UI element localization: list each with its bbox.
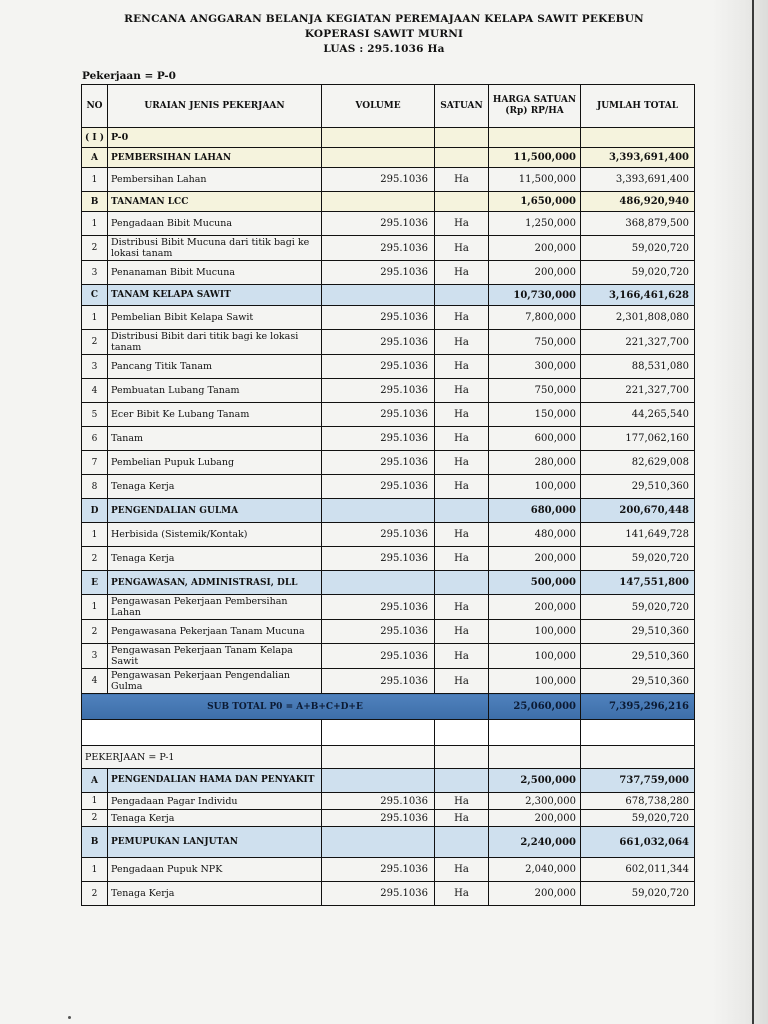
row-desc: Herbisida (Sistemik/Kontak) (108, 523, 322, 547)
row-satuan: Ha (435, 212, 489, 236)
row-volume: 295.1036 (322, 475, 435, 499)
row-no: 1 (82, 168, 108, 192)
row-satuan: Ha (435, 427, 489, 451)
table-row (82, 451, 695, 475)
header-volume: VOLUME (322, 85, 435, 128)
table-row (82, 547, 695, 571)
row-harga: 150,000 (489, 403, 581, 427)
category-harga: 2,240,000 (489, 827, 581, 858)
row-jumlah: 368,879,500 (581, 212, 695, 236)
budget-table (81, 84, 695, 906)
row-no: 1 (82, 595, 108, 620)
row-volume: 295.1036 (322, 403, 435, 427)
category-jumlah: 737,759,000 (581, 769, 695, 793)
row-volume: 295.1036 (322, 523, 435, 547)
category-label: PEMUPUKAN LANJUTAN (108, 827, 322, 858)
category-no: A (82, 769, 108, 793)
row-no: 6 (82, 427, 108, 451)
row-desc: Pembersihan Lahan (108, 168, 322, 192)
row-jumlah: 29,510,360 (581, 669, 695, 694)
row-harga: 200,000 (489, 236, 581, 261)
category-harga: 2,500,000 (489, 769, 581, 793)
row-satuan: Ha (435, 669, 489, 694)
group-row-p0 (82, 128, 695, 148)
subtotal-label: SUB TOTAL P0 = A+B+C+D+E (82, 694, 489, 720)
table-row (82, 595, 695, 620)
row-jumlah: 29,510,360 (581, 620, 695, 644)
row-satuan: Ha (435, 236, 489, 261)
row-desc: Pengawasana Pekerjaan Tanam Mucuna (108, 620, 322, 644)
category-jumlah: 3,393,691,400 (581, 148, 695, 168)
row-volume: 295.1036 (322, 858, 435, 882)
row-volume: 295.1036 (322, 355, 435, 379)
table-row (82, 330, 695, 355)
category-jumlah: 200,670,448 (581, 499, 695, 523)
document-title (0, 12, 768, 57)
table-row (82, 793, 695, 810)
row-volume: 295.1036 (322, 451, 435, 475)
row-no: 1 (82, 793, 108, 810)
table-row (82, 261, 695, 285)
row-volume: 295.1036 (322, 595, 435, 620)
category-jumlah: 661,032,064 (581, 827, 695, 858)
category-row-p1-a (82, 769, 695, 793)
row-harga: 1,250,000 (489, 212, 581, 236)
table-row (82, 475, 695, 499)
row-no: 5 (82, 403, 108, 427)
row-jumlah: 678,738,280 (581, 793, 695, 810)
category-label: PEMBERSIHAN LAHAN (108, 148, 322, 168)
section-label-p1: PEKERJAAN = P-1 (82, 746, 322, 769)
category-harga: 11,500,000 (489, 148, 581, 168)
row-harga: 280,000 (489, 451, 581, 475)
row-volume: 295.1036 (322, 669, 435, 694)
row-jumlah: 3,393,691,400 (581, 168, 695, 192)
row-volume: 295.1036 (322, 261, 435, 285)
row-harga: 200,000 (489, 595, 581, 620)
row-jumlah: 82,629,008 (581, 451, 695, 475)
title-line-3: LUAS : 295.1036 Ha (323, 43, 445, 55)
row-jumlah: 59,020,720 (581, 547, 695, 571)
row-no: 2 (82, 330, 108, 355)
row-jumlah: 44,265,540 (581, 403, 695, 427)
row-jumlah: 221,327,700 (581, 379, 695, 403)
row-harga: 200,000 (489, 547, 581, 571)
row-desc: Tenaga Kerja (108, 882, 322, 906)
table-row (82, 355, 695, 379)
blank-row (82, 720, 695, 746)
row-no: 4 (82, 379, 108, 403)
row-satuan: Ha (435, 523, 489, 547)
table-row (82, 810, 695, 827)
group-label: P-0 (108, 128, 322, 148)
title-line-2: KOPERASI SAWIT MURNI (304, 28, 464, 40)
row-jumlah: 59,020,720 (581, 810, 695, 827)
row-satuan: Ha (435, 595, 489, 620)
table-row (82, 379, 695, 403)
category-row-e (82, 571, 695, 595)
row-desc: Pembuatan Lubang Tanam (108, 379, 322, 403)
row-harga: 200,000 (489, 810, 581, 827)
row-volume: 295.1036 (322, 236, 435, 261)
table-row (82, 212, 695, 236)
row-no: 1 (82, 523, 108, 547)
category-no: B (82, 192, 108, 212)
row-volume: 295.1036 (322, 212, 435, 236)
category-no: C (82, 285, 108, 306)
category-label: TANAM KELAPA SAWIT (108, 285, 322, 306)
category-jumlah: 3,166,461,628 (581, 285, 695, 306)
row-desc: Tenaga Kerja (108, 547, 322, 571)
row-desc: Pengawasan Pekerjaan Pembersihan Lahan (108, 595, 322, 620)
row-volume: 295.1036 (322, 793, 435, 810)
row-desc: Pengawasan Pekerjaan Tanam Kelapa Sawit (108, 644, 322, 669)
row-satuan: Ha (435, 620, 489, 644)
row-no: 3 (82, 261, 108, 285)
title-line-1: RENCANA ANGGARAN BELANJA KEGIATAN PEREMAJAAN KELAPA SAWIT PEKEBUN (124, 13, 644, 25)
header-no: NO (82, 85, 108, 128)
table-row (82, 882, 695, 906)
row-satuan: Ha (435, 379, 489, 403)
header-satuan: SATUAN (435, 85, 489, 128)
row-jumlah: 88,531,080 (581, 355, 695, 379)
category-jumlah: 486,920,940 (581, 192, 695, 212)
row-desc: Pembelian Pupuk Lubang (108, 451, 322, 475)
table-row (82, 427, 695, 451)
row-harga: 200,000 (489, 882, 581, 906)
row-no: 8 (82, 475, 108, 499)
row-no: 2 (82, 620, 108, 644)
row-volume: 295.1036 (322, 882, 435, 906)
table-row (82, 236, 695, 261)
row-harga: 11,500,000 (489, 168, 581, 192)
table-row (82, 644, 695, 669)
row-jumlah: 59,020,720 (581, 595, 695, 620)
row-volume: 295.1036 (322, 330, 435, 355)
row-harga: 100,000 (489, 644, 581, 669)
row-desc: Pembelian Bibit Kelapa Sawit (108, 306, 322, 330)
row-harga: 300,000 (489, 355, 581, 379)
header-jumlah: JUMLAH TOTAL (581, 85, 695, 128)
row-jumlah: 2,301,808,080 (581, 306, 695, 330)
row-desc: Tenaga Kerja (108, 475, 322, 499)
row-no: 1 (82, 858, 108, 882)
row-no: 2 (82, 882, 108, 906)
row-desc: Pengadaan Pupuk NPK (108, 858, 322, 882)
row-volume: 295.1036 (322, 306, 435, 330)
row-harga: 750,000 (489, 330, 581, 355)
table-row (82, 168, 695, 192)
section-row-p1 (82, 746, 695, 769)
header-row (82, 85, 695, 128)
category-label: PENGENDALIAN GULMA (108, 499, 322, 523)
row-volume: 295.1036 (322, 620, 435, 644)
row-satuan: Ha (435, 330, 489, 355)
row-volume: 295.1036 (322, 810, 435, 827)
row-no: 7 (82, 451, 108, 475)
category-label: TANAMAN LCC (108, 192, 322, 212)
category-jumlah: 147,551,800 (581, 571, 695, 595)
category-no: E (82, 571, 108, 595)
table-row (82, 858, 695, 882)
row-satuan: Ha (435, 475, 489, 499)
row-volume: 295.1036 (322, 379, 435, 403)
row-satuan: Ha (435, 810, 489, 827)
row-jumlah: 29,510,360 (581, 644, 695, 669)
row-satuan: Ha (435, 793, 489, 810)
row-jumlah: 221,327,700 (581, 330, 695, 355)
row-no: 2 (82, 547, 108, 571)
row-desc: Pancang Titik Tanam (108, 355, 322, 379)
row-harga: 100,000 (489, 620, 581, 644)
row-jumlah: 602,011,344 (581, 858, 695, 882)
row-harga: 600,000 (489, 427, 581, 451)
row-harga: 100,000 (489, 669, 581, 694)
row-satuan: Ha (435, 355, 489, 379)
category-label: PENGENDALIAN HAMA DAN PENYAKIT (108, 769, 322, 793)
row-volume: 295.1036 (322, 427, 435, 451)
row-jumlah: 29,510,360 (581, 475, 695, 499)
row-satuan: Ha (435, 882, 489, 906)
row-volume: 295.1036 (322, 547, 435, 571)
row-no: 2 (82, 810, 108, 827)
row-no: 3 (82, 355, 108, 379)
row-jumlah: 59,020,720 (581, 236, 695, 261)
row-satuan: Ha (435, 261, 489, 285)
table-row (82, 403, 695, 427)
category-row-b (82, 192, 695, 212)
subtotal-harga: 25,060,000 (489, 694, 581, 720)
row-satuan: Ha (435, 168, 489, 192)
category-label: PENGAWASAN, ADMINISTRASI, DLL (108, 571, 322, 595)
row-desc: Tenaga Kerja (108, 810, 322, 827)
row-desc: Tanam (108, 427, 322, 451)
category-harga: 500,000 (489, 571, 581, 595)
row-jumlah: 141,649,728 (581, 523, 695, 547)
row-harga: 2,300,000 (489, 793, 581, 810)
row-desc: Penanaman Bibit Mucuna (108, 261, 322, 285)
subtotal-jumlah: 7,395,296,216 (581, 694, 695, 720)
scan-speck (68, 1016, 71, 1019)
row-desc: Pengawasan Pekerjaan Pengendalian Gulma (108, 669, 322, 694)
row-no: 1 (82, 212, 108, 236)
row-jumlah: 59,020,720 (581, 261, 695, 285)
category-row-d (82, 499, 695, 523)
row-no: 3 (82, 644, 108, 669)
category-harga: 10,730,000 (489, 285, 581, 306)
row-harga: 2,040,000 (489, 858, 581, 882)
category-no: D (82, 499, 108, 523)
row-harga: 480,000 (489, 523, 581, 547)
row-volume: 295.1036 (322, 168, 435, 192)
category-harga: 1,650,000 (489, 192, 581, 212)
row-jumlah: 59,020,720 (581, 882, 695, 906)
group-no: ( I ) (82, 128, 108, 148)
row-satuan: Ha (435, 644, 489, 669)
row-desc: Distribusi Bibit Mucuna dari titik bagi ke lokasi tanam (108, 236, 322, 261)
header-uraian: URAIAN JENIS PEKERJAAN (108, 85, 322, 128)
row-harga: 7,800,000 (489, 306, 581, 330)
category-row-a (82, 148, 695, 168)
row-satuan: Ha (435, 451, 489, 475)
row-satuan: Ha (435, 547, 489, 571)
section-label-p0: Pekerjaan = P-0 (82, 70, 176, 82)
row-jumlah: 177,062,160 (581, 427, 695, 451)
row-no: 4 (82, 669, 108, 694)
row-desc: Pengadaan Pagar Individu (108, 793, 322, 810)
category-no: B (82, 827, 108, 858)
subtotal-row (82, 694, 695, 720)
row-satuan: Ha (435, 306, 489, 330)
row-no: 2 (82, 236, 108, 261)
table-row (82, 669, 695, 694)
row-desc: Distribusi Bibit dari titik bagi ke lokasi tanam (108, 330, 322, 355)
table-row (82, 306, 695, 330)
category-row-p1-b (82, 827, 695, 858)
paper-edge (712, 0, 768, 1024)
row-desc: Ecer Bibit Ke Lubang Tanam (108, 403, 322, 427)
row-volume: 295.1036 (322, 644, 435, 669)
row-harga: 100,000 (489, 475, 581, 499)
category-no: A (82, 148, 108, 168)
header-harga: HARGA SATUAN (Rp) RP/HA (489, 85, 581, 128)
row-satuan: Ha (435, 858, 489, 882)
row-desc: Pengadaan Bibit Mucuna (108, 212, 322, 236)
row-satuan: Ha (435, 403, 489, 427)
row-no: 1 (82, 306, 108, 330)
row-harga: 750,000 (489, 379, 581, 403)
category-harga: 680,000 (489, 499, 581, 523)
category-row-c (82, 285, 695, 306)
table-row (82, 523, 695, 547)
table-row (82, 620, 695, 644)
row-harga: 200,000 (489, 261, 581, 285)
